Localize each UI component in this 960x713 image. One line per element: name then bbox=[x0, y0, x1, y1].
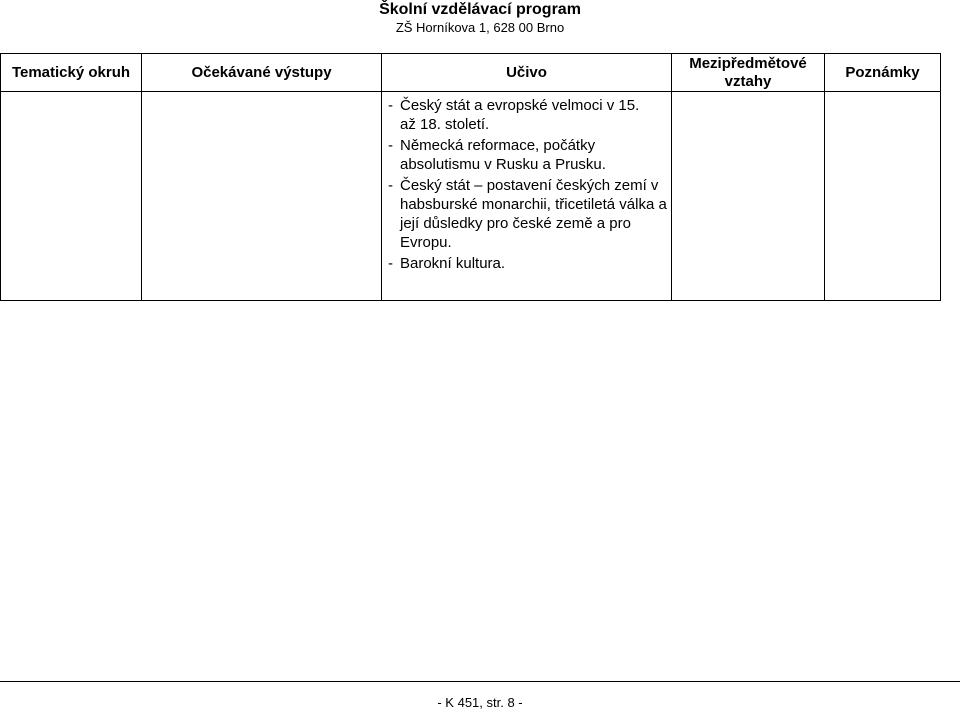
cell-poznamky bbox=[825, 92, 941, 301]
page-number: - K 451, str. 8 - bbox=[437, 695, 523, 710]
table-row bbox=[1, 92, 941, 301]
cell-tematicky-okruh bbox=[1, 92, 142, 301]
header-tematicky-okruh: Tematický okruh bbox=[1, 54, 142, 92]
cell-mezipredmetove-vztahy bbox=[672, 92, 825, 301]
cell-ocekavane-vystupy bbox=[142, 92, 382, 301]
header-poznamky: Poznámky bbox=[825, 54, 941, 92]
list-item bbox=[388, 96, 671, 134]
list-item bbox=[388, 136, 671, 174]
document-subtitle: ZŠ Horníkova 1, 628 00 Brno bbox=[395, 20, 565, 35]
footer-divider bbox=[0, 681, 960, 682]
cell-ucivo bbox=[382, 92, 672, 301]
list-item-text: Německá reformace, počátky absolutismu v Rusku a Prusku. bbox=[400, 137, 606, 173]
ucivo-list bbox=[382, 92, 671, 273]
list-item bbox=[388, 254, 671, 273]
curriculum-table bbox=[0, 53, 941, 301]
table-header-row bbox=[1, 54, 941, 92]
list-dash: - bbox=[388, 137, 393, 154]
header-ocekavane-vystupy: Očekávané výstupy bbox=[142, 54, 382, 92]
header-mezipredmetove-vztahy: Mezipředmětové vztahy bbox=[672, 54, 825, 92]
list-item-text: Český stát – postavení českých zemí v habsburské monarchii, třicetiletá válka a její důsledky pro české země a pro Evropu. bbox=[400, 177, 667, 251]
document-title: Školní vzdělávací program bbox=[379, 1, 581, 18]
list-item-text: Český stát a evropské velmoci v 15. až 18. století. bbox=[400, 97, 640, 133]
list-dash: - bbox=[388, 255, 393, 272]
list-item-text: Barokní kultura. bbox=[400, 255, 506, 272]
list-item bbox=[388, 176, 671, 252]
list-dash: - bbox=[388, 97, 393, 114]
list-dash: - bbox=[388, 177, 393, 194]
header-ucivo: Učivo bbox=[382, 54, 672, 92]
